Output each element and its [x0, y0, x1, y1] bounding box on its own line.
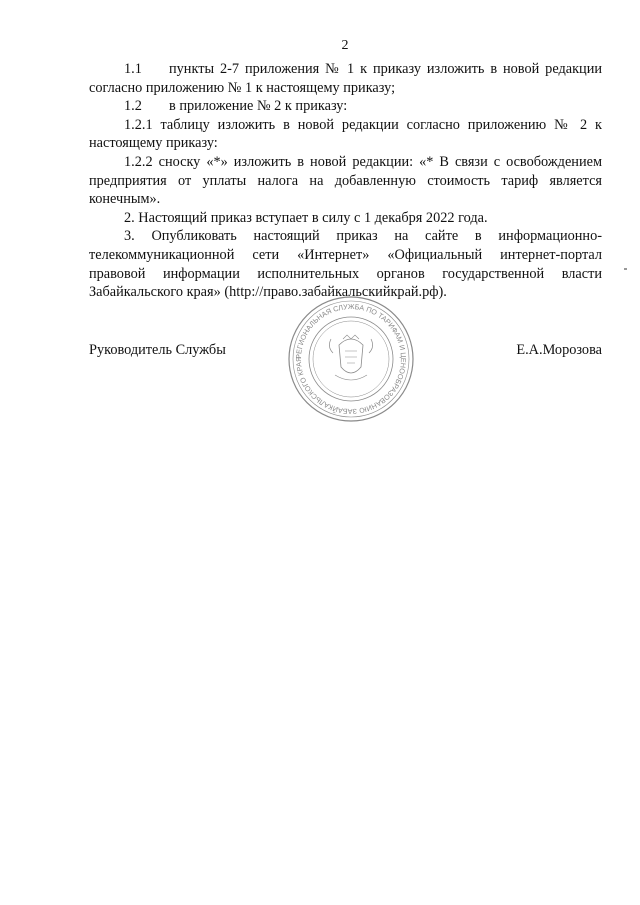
seal-outer-text: РЕГИОНАЛЬНАЯ СЛУЖБА ПО ТАРИФАМ И ЦЕНООБРАЗОВАНИЮ ЗАБАЙКАЛЬСКОГО КРАЯ	[293, 301, 409, 417]
item-1-2-number: 1.2	[124, 98, 142, 115]
item-1-2	[89, 97, 602, 116]
scan-artifact-mark	[624, 268, 627, 270]
item-1-1	[89, 60, 602, 97]
item-1-2-2: 1.2.2 сноску «*» изложить в новой редакции: «* В связи с освобождением предприятия от уплаты налога на добавленную стоимость тариф является конечным».	[89, 153, 602, 208]
item-1-2-1: 1.2.1 таблицу изложить в новой редакции согласно приложению № 2 к настоящему приказу:	[89, 116, 602, 152]
page-number: 2	[341, 38, 349, 53]
signer-name: Е.А.Морозова	[516, 342, 602, 358]
item-3: 3. Опубликовать настоящий приказ на сайте в информационно-телекоммуникационной сети «Интернет» «Официальный интернет-портал правовой информации исполнительных органов государственной власти Забайкальского края» (http://право.забайкальскийкрай.рф).	[89, 228, 602, 301]
signer-title: Руководитель Службы	[89, 342, 226, 358]
item-2: 2. Настоящий приказ вступает в силу с 1 декабря 2022 года.	[124, 209, 488, 226]
official-seal-stamp	[287, 295, 415, 423]
item-1-1-text: пункты 2-7 приложения № 1 к приказу изложить в новой редакции согласно приложению № 1 к настоящему приказу;	[89, 61, 602, 96]
item-1-1-number: 1.1	[124, 61, 142, 77]
item-1-2-text: в приложение № 2 к приказу:	[169, 98, 348, 115]
document-body	[89, 60, 602, 302]
